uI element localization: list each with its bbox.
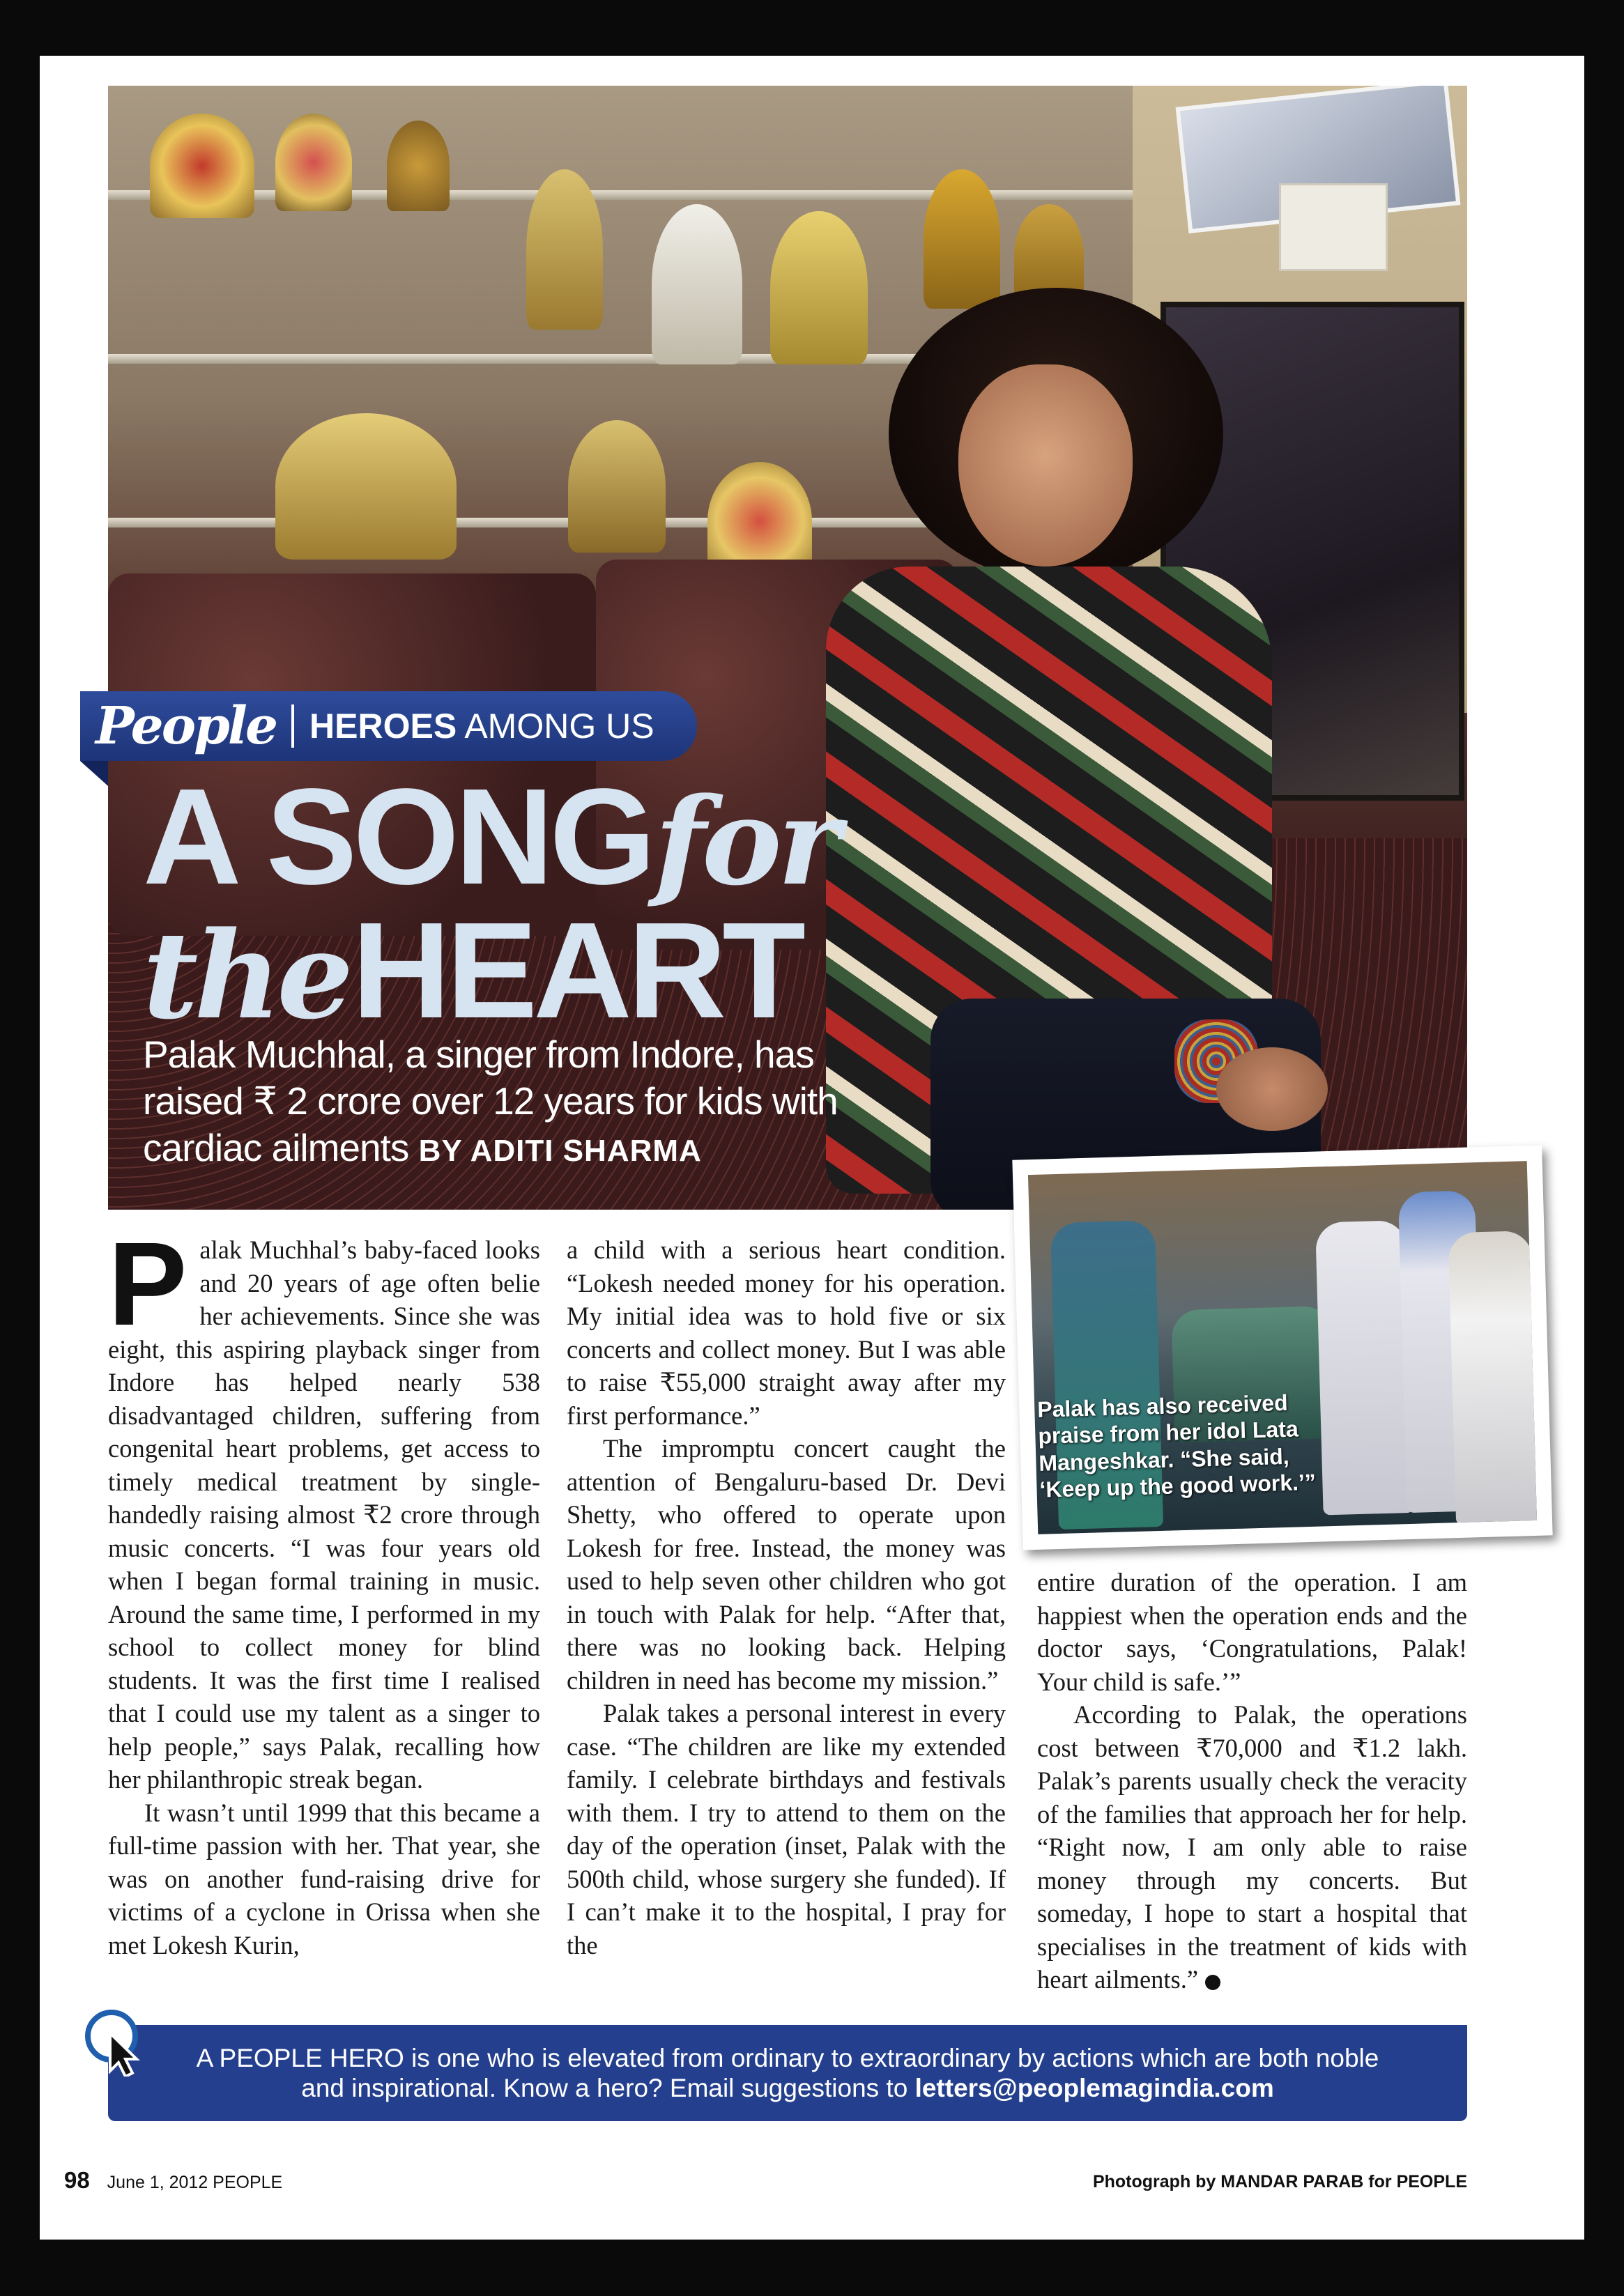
end-mark-icon [1205,1975,1220,1990]
paragraph [1037,1698,1467,1996]
article-column-3 [1037,1566,1467,1996]
paragraph: a child with a serious heart condition. “Lokesh needed money for his operation. My initial idea was to hold five or six concerts and collect money. But I was able to raise ₹55,000 straight away after my first performance.” [567,1235,1006,1430]
dek [143,1031,840,1171]
article-column-1 [108,1218,540,1962]
email-link[interactable]: letters@peoplemagindia.com [914,2074,1274,2102]
headline-word: the [143,904,349,1047]
palak-muchhal-figure [826,288,1328,1210]
paragraph: The impromptu concert caught the attention of Bengaluru-based Dr. Devi Shetty, who offered to operate upon Lokesh for free. Instead, the money was used to help seven other children who got in touch with Palak for help. “After that, there was no looking back. Helping children in need has become my mission.” [567,1434,1006,1695]
person-figure [1448,1231,1537,1525]
paragraph-text: alak Muchhal’s baby-faced looks and 20 years of age often belie her achievements. Since she was eight, this aspiring playback singer from Indore has helped nearly 538 disadvantaged children, suffering from congenital heart problems, get access to timely medical treatment by single-handedly raising almost ₹2 crore through music concerts. “I was four years old when I began formal training in music. Around the same time, I performed in my school to collect money for blind students. It was the first time I realised that I could use my talent as a singer to help people,” says Palak, recalling how her philanthropic streak began. [108,1235,540,1794]
banner-line [108,2073,1467,2103]
section-title [309,706,654,746]
page-number: 98 [64,2167,90,2193]
face [958,364,1133,567]
headline [143,760,910,1047]
issue-date: June 1, 2012 PEOPLE [107,2173,283,2192]
trophy [150,114,254,218]
people-logo: People [95,696,277,756]
divider [291,704,294,748]
article-column-2 [567,1233,1006,1962]
section-title-bold: HEROES [309,707,457,746]
section-title-rest: AMONG US [457,707,654,746]
photo-credit: Photograph by MANDAR PARAB for PEOPLE [1092,2172,1467,2191]
mouse-cursor-icon [82,2007,145,2077]
page-footer-left [64,2167,282,2194]
inset-caption: Palak has also received praise from her idol Lata Mangeshkar. “She said, ‘Keep up the good work.’” [1036,1389,1317,1502]
wall-switch [1279,183,1388,271]
banner-line: A PEOPLE HERO is one who is elevated from ordinary to extraordinary by actions which are both noble [196,2044,1379,2072]
dropcap: P [108,1218,187,1350]
hero-info-banner [108,2025,1467,2121]
headline-word: HEART [351,894,802,1047]
dek-text: Palak Muchhal, a singer from Indore, has raised ₹ 2 crore over 12 years for kids with cardiac ailments [143,1033,838,1170]
banner-text: and inspirational. Know a hero? Email suggestions to [301,2074,915,2102]
inset-photo [1012,1145,1552,1550]
hands [1216,1047,1328,1131]
section-banner [80,691,697,761]
paragraph: entire duration of the operation. I am happiest when the operation ends and the doctor says, ‘Congratulations, Palak! Your child is safe.’” [1037,1568,1467,1696]
headline-word: A SONG [143,760,652,913]
paragraph: Palak takes a personal interest in every case. “The children are like my extended family. I celebrate birthdays and festivals with them. I try to attend to them on the day of the operation (inset, Palak with the 500th child, whose surgery she funded). If I can’t make it to the hospital, I pray for the [567,1699,1006,1959]
brand-bar-fold [80,761,108,786]
headline-word: for [654,771,837,912]
paragraph: It wasn’t until 1999 that this became a full-time passion with her. That year, she was on another fund-raising drive for victims of a cyclone in Orissa when she met Lokesh Kurin, [108,1798,540,1959]
trophy [652,204,742,364]
trophy [526,169,603,330]
trophy [275,114,352,211]
trophy [387,121,450,211]
paragraph-text: According to Palak, the operations cost between ₹70,000 and ₹1.2 lakh. Palak’s parents usually check the veracity of the families that approach her for help. “Right now, I am only able to raise money through my concerts. But someday, I hope to start a hospital that specialises in the treatment of kids with heart ailments.” [1037,1700,1467,1994]
paragraph [108,1218,540,1796]
trophy [568,420,666,553]
byline: BY ADITI SHARMA [418,1134,702,1169]
trophy [275,413,457,560]
